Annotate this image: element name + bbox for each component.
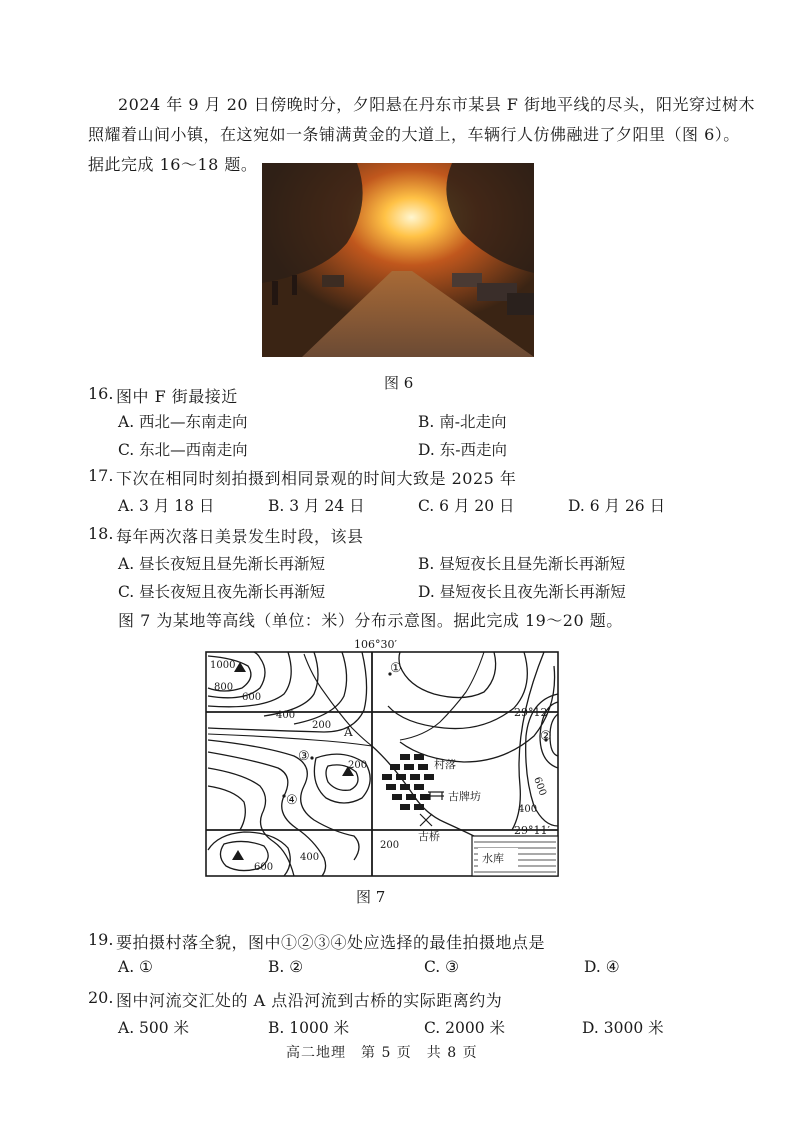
q17-option-b: B. 3 月 24 日 (268, 497, 365, 515)
q19-number: 19. (88, 930, 114, 949)
contour-label-200c: 200 (380, 840, 400, 851)
figure7-intro: 图 7 为某地等高线（单位：米）分布示意图。据此完成 19～20 题。 (118, 611, 623, 630)
q20-option-a: A. 500 米 (118, 1019, 190, 1037)
q20-stem: 图中河流交汇处的 A 点沿河流到古桥的实际距离约为 (116, 991, 503, 1010)
contour-label-800: 800 (214, 682, 234, 693)
contour-label-200a: 200 (312, 720, 332, 731)
longitude-label: 106°30′ (354, 638, 397, 651)
q18-option-c: C. 昼长夜短且夜先渐长再渐短 (118, 583, 326, 601)
page-footer: 高二地理 第 5 页 共 8 页 (286, 1045, 478, 1061)
village-buildings (382, 754, 434, 810)
q18-stem: 每年两次落日美景发生时段，该县 (116, 527, 364, 546)
intro-line-2: 照耀着山间小镇，在这宛如一条铺满黄金的大道上，车辆行人仿佛融进了夕阳里（图 6）。 (88, 125, 740, 144)
intro-line-3: 据此完成 16～18 题。 (88, 155, 258, 174)
q19-option-a: A. ① (118, 958, 153, 976)
q19-stem: 要拍摄村落全貌，图中①②③④处应选择的最佳拍摄地点是 (116, 933, 546, 952)
q18-option-b: B. 昼短夜长且昼先渐长再渐短 (418, 555, 626, 573)
contour-label-200b: 200 (348, 760, 368, 771)
q19-option-b: B. ② (268, 958, 304, 976)
site-marker-4: ④ (286, 793, 298, 808)
contour-label-600b: 600 (254, 862, 274, 873)
lat-top-label: 29°12′ (514, 706, 550, 719)
q16-option-a: A. 西北—东南走向 (118, 413, 248, 431)
q16-stem: 图中 F 街最接近 (116, 387, 238, 406)
q16-number: 16. (88, 384, 114, 403)
q17-option-d: D. 6 月 26 日 (568, 497, 666, 515)
contour-label-400c: 400 (518, 804, 538, 815)
q16-option-b: B. 南-北走向 (418, 413, 507, 431)
site-marker-3: ③ (298, 749, 310, 764)
q20-option-c: C. 2000 米 (424, 1019, 506, 1037)
contour-line (388, 652, 527, 729)
point-a-label: A (344, 725, 353, 739)
q16-option-c: C. 东北—西南走向 (118, 441, 248, 459)
bridge-label: 古桥 (418, 830, 440, 843)
contour-label-400a: 400 (276, 710, 296, 721)
reservoir-label: 水库 (482, 852, 504, 865)
archway-label: 古牌坊 (448, 790, 481, 803)
q17-number: 17. (88, 466, 114, 485)
archway-symbol (428, 792, 444, 800)
peak-symbol (232, 850, 244, 860)
q20-option-d: D. 3000 米 (582, 1019, 664, 1037)
q18-option-a: A. 昼长夜短且昼先渐长再渐短 (118, 555, 326, 573)
q17-stem: 下次在相同时刻拍摄到相同景观的时间大致是 2025 年 (116, 469, 517, 488)
contour-line (294, 652, 347, 724)
q18-option-d: D. 昼短夜长且夜先渐长再渐短 (418, 583, 626, 601)
site-marker-1: ① (390, 661, 402, 676)
figure7-caption: 图 7 (356, 888, 386, 906)
contour-label-1000: 1000 (210, 660, 236, 671)
contour-line (208, 786, 245, 830)
site-dot-3 (310, 756, 313, 759)
site-marker-2: ② (540, 729, 552, 744)
bridge-symbol (420, 814, 432, 826)
q19-option-c: C. ③ (424, 958, 460, 976)
contour-label-600a: 600 (242, 692, 262, 703)
q17-option-a: A. 3 月 18 日 (118, 497, 215, 515)
contour-label-600c: 600 (531, 775, 548, 798)
intro-line-1: 2024 年 9 月 20 日傍晚时分，夕阳悬在丹东市某县 F 街地平线的尽头，阳光穿过树木 (118, 95, 755, 114)
lat-bottom-label: 29°11′ (514, 824, 550, 837)
q18-number: 18. (88, 524, 114, 543)
q20-option-b: B. 1000 米 (268, 1019, 350, 1037)
sunset-street-photo (262, 163, 534, 357)
q17-option-c: C. 6 月 20 日 (418, 497, 515, 515)
q16-option-d: D. 东-西走向 (418, 441, 507, 459)
contour-line (264, 652, 318, 716)
q19-option-d: D. ④ (584, 958, 620, 976)
q20-number: 20. (88, 988, 114, 1007)
contour-label-400b: 400 (300, 852, 320, 863)
figure6-caption: 图 6 (384, 374, 414, 392)
village-label: 村落 (434, 758, 456, 771)
contour-map (204, 636, 564, 880)
